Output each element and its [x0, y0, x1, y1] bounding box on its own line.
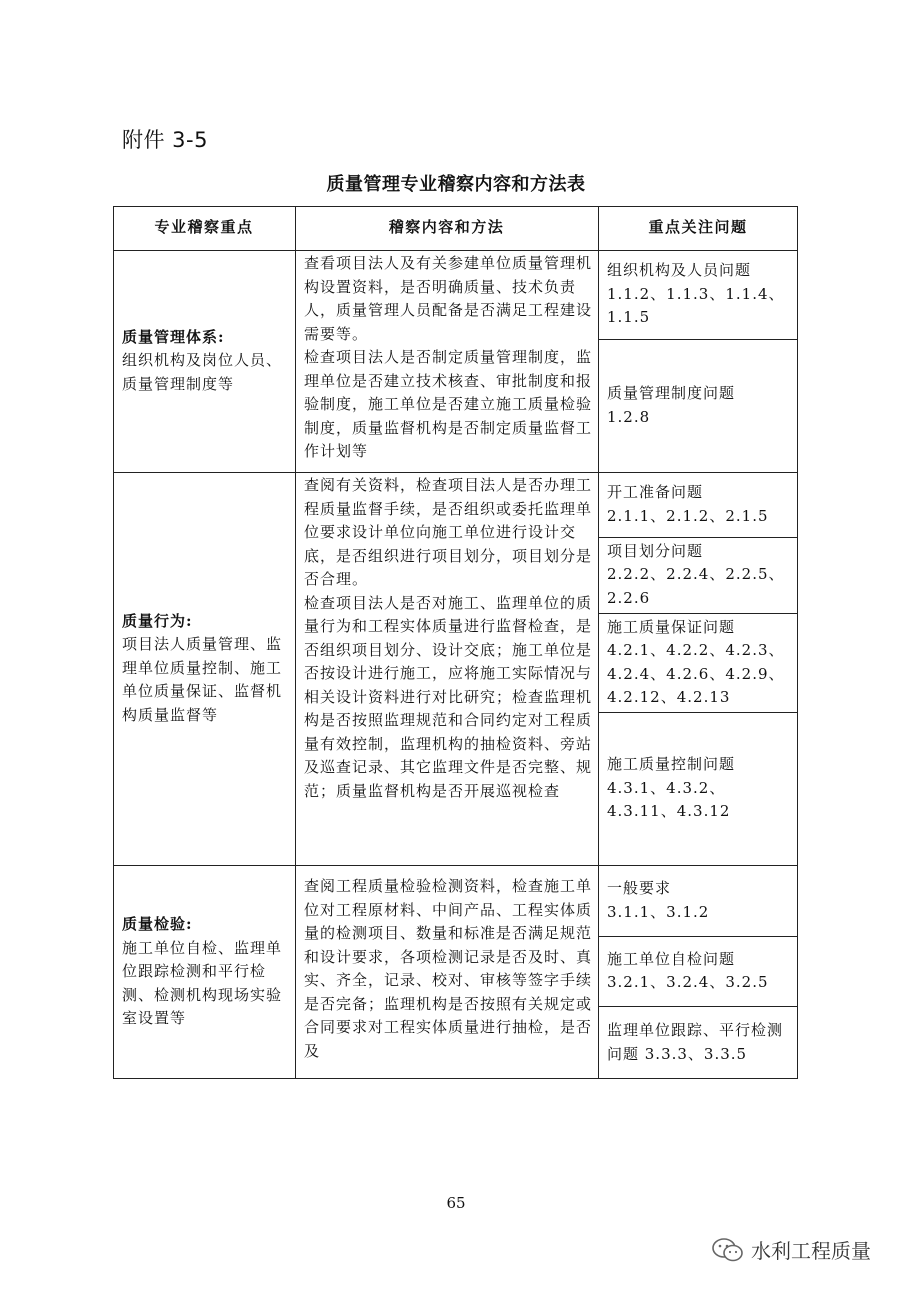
issue-divider — [598, 339, 798, 340]
issue-divider — [598, 1006, 798, 1007]
issue-codes: 4.3.1、4.3.2、4.3.11、4.3.12 — [607, 778, 731, 821]
issue-divider — [598, 936, 798, 937]
issue-cell — [598, 865, 798, 936]
issue-divider — [598, 613, 798, 614]
issue-title: 项目划分问题 — [607, 541, 704, 560]
issue-cell — [598, 250, 798, 339]
watermark-text: 水利工程质量 — [751, 1239, 871, 1263]
attachment-label: 附件 3-5 — [122, 128, 208, 152]
header-methods: 稽察内容和方法 — [388, 218, 505, 237]
table-title: 质量管理专业稽察内容和方法表 — [326, 174, 586, 195]
column-divider — [598, 206, 599, 1079]
table-border — [113, 206, 798, 207]
row-divider — [113, 865, 798, 866]
inspection-table — [113, 206, 798, 1079]
issue-codes: 3.2.1、3.2.4、3.2.5 — [607, 973, 769, 991]
issue-codes: 4.2.1、4.2.2、4.2.3、4.2.4、4.2.6、4.2.9、4.2.12、4.2.13 — [607, 641, 785, 706]
issue-codes: 1.1.2、1.1.3、1.1.4、1.1.5 — [607, 284, 785, 327]
methods-cell — [295, 865, 598, 1079]
issue-title: 施工单位自检问题 — [607, 949, 736, 968]
issue-cell — [598, 537, 798, 613]
issue-cell — [598, 472, 798, 537]
issue-cell — [598, 712, 798, 865]
focus-body: 项目法人质量管理、监理单位质量控制、施工单位质量保证、监督机构质量监督等 — [122, 635, 283, 724]
method-paragraph: 查阅工程质量检验检测资料，检查施工单位对工程原材料、中间产品、工程实体质量的检测项目、数量和标准是否满足规范和设计要求，各项检测记录是否及时、真实、齐全，记录、校对、审核等签字手续是否完备；监理机构是否按照有关规定或合同要求对工程实体质量进行抽检，是否及 — [304, 877, 593, 1060]
issue-divider — [598, 712, 798, 713]
issue-title: 监理单位跟踪、平行检测问题 3.3.3、3.3.5 — [607, 1021, 784, 1063]
method-paragraph: 查看项目法人及有关参建单位质量管理机构设置资料，是否明确质量、技术负责人，质量管理人员配备是否满足工程建设需要等。 — [304, 254, 593, 343]
method-paragraph: 查阅有关资料，检查项目法人是否办理工程质量监督手续，是否组织或委托监理单位要求设计单位向施工单位进行设计交底，是否组织进行项目划分，项目划分是否合理。 — [304, 476, 593, 588]
watermark — [711, 1235, 871, 1264]
issue-cell — [598, 936, 798, 1006]
table-border — [113, 1078, 798, 1079]
issue-title: 质量管理制度问题 — [607, 384, 736, 402]
row-divider — [113, 250, 798, 251]
page-number: 65 — [446, 1194, 466, 1212]
methods-cell — [295, 472, 598, 865]
row-divider — [113, 472, 798, 473]
issue-title: 施工质量保证问题 — [607, 617, 736, 636]
issue-title: 施工质量控制问题 — [607, 755, 736, 774]
issue-codes: 3.1.1、3.1.2 — [607, 902, 710, 921]
issue-title: 开工准备问题 — [607, 483, 704, 501]
focus-heading: 质量检验: — [122, 915, 193, 934]
table-border — [113, 206, 114, 1079]
issue-cell — [598, 613, 798, 712]
wechat-icon — [711, 1237, 745, 1263]
issue-divider — [598, 537, 798, 538]
column-divider — [295, 206, 296, 1079]
issue-cell — [598, 339, 798, 472]
focus-heading: 质量行为: — [122, 611, 193, 630]
focus-body: 组织机构及岗位人员、质量管理制度等 — [122, 351, 283, 393]
method-paragraph: 检查项目法人是否对施工、监理单位的质量行为和工程实体质量进行监督检查，是否组织项目划分、设计交底；施工单位是否按设计进行施工，应将施工实际情况与相关设计资料进行对比研究；检查监理机构是否按照监理规范和合同约定对工程质量有效控制，监理机构的抽检资料、旁站及巡查记录、其它监理文件是否完整、规范；质量监督机构是否开展巡视检查 — [304, 593, 593, 800]
focus-cell — [113, 250, 295, 472]
issue-title: 组织机构及人员问题 — [607, 261, 752, 280]
methods-cell — [295, 250, 598, 472]
issue-codes: 2.1.1、2.1.2、2.1.5 — [607, 506, 769, 525]
focus-cell — [113, 472, 295, 865]
issue-codes: 1.2.8 — [607, 407, 651, 426]
header-issues: 重点关注问题 — [648, 218, 748, 237]
header-focus: 专业稽察重点 — [154, 218, 254, 237]
focus-heading: 质量管理体系: — [122, 327, 225, 346]
table-border — [797, 206, 798, 1079]
focus-body: 施工单位自检、监理单位跟踪检测和平行检测、检测机构现场实验室设置等 — [122, 938, 283, 1028]
focus-cell — [113, 865, 295, 1079]
method-paragraph: 检查项目法人是否制定质量管理制度，监理单位是否建立技术核查、审批制度和报验制度，施工单位是否建立施工质量检验制度，质量监督机构是否制定质量监督工作计划等 — [304, 348, 593, 460]
issue-title: 一般要求 — [607, 879, 672, 897]
issue-cell — [598, 1006, 798, 1079]
issue-codes: 2.2.2、2.2.4、2.2.5、2.2.6 — [607, 565, 785, 607]
